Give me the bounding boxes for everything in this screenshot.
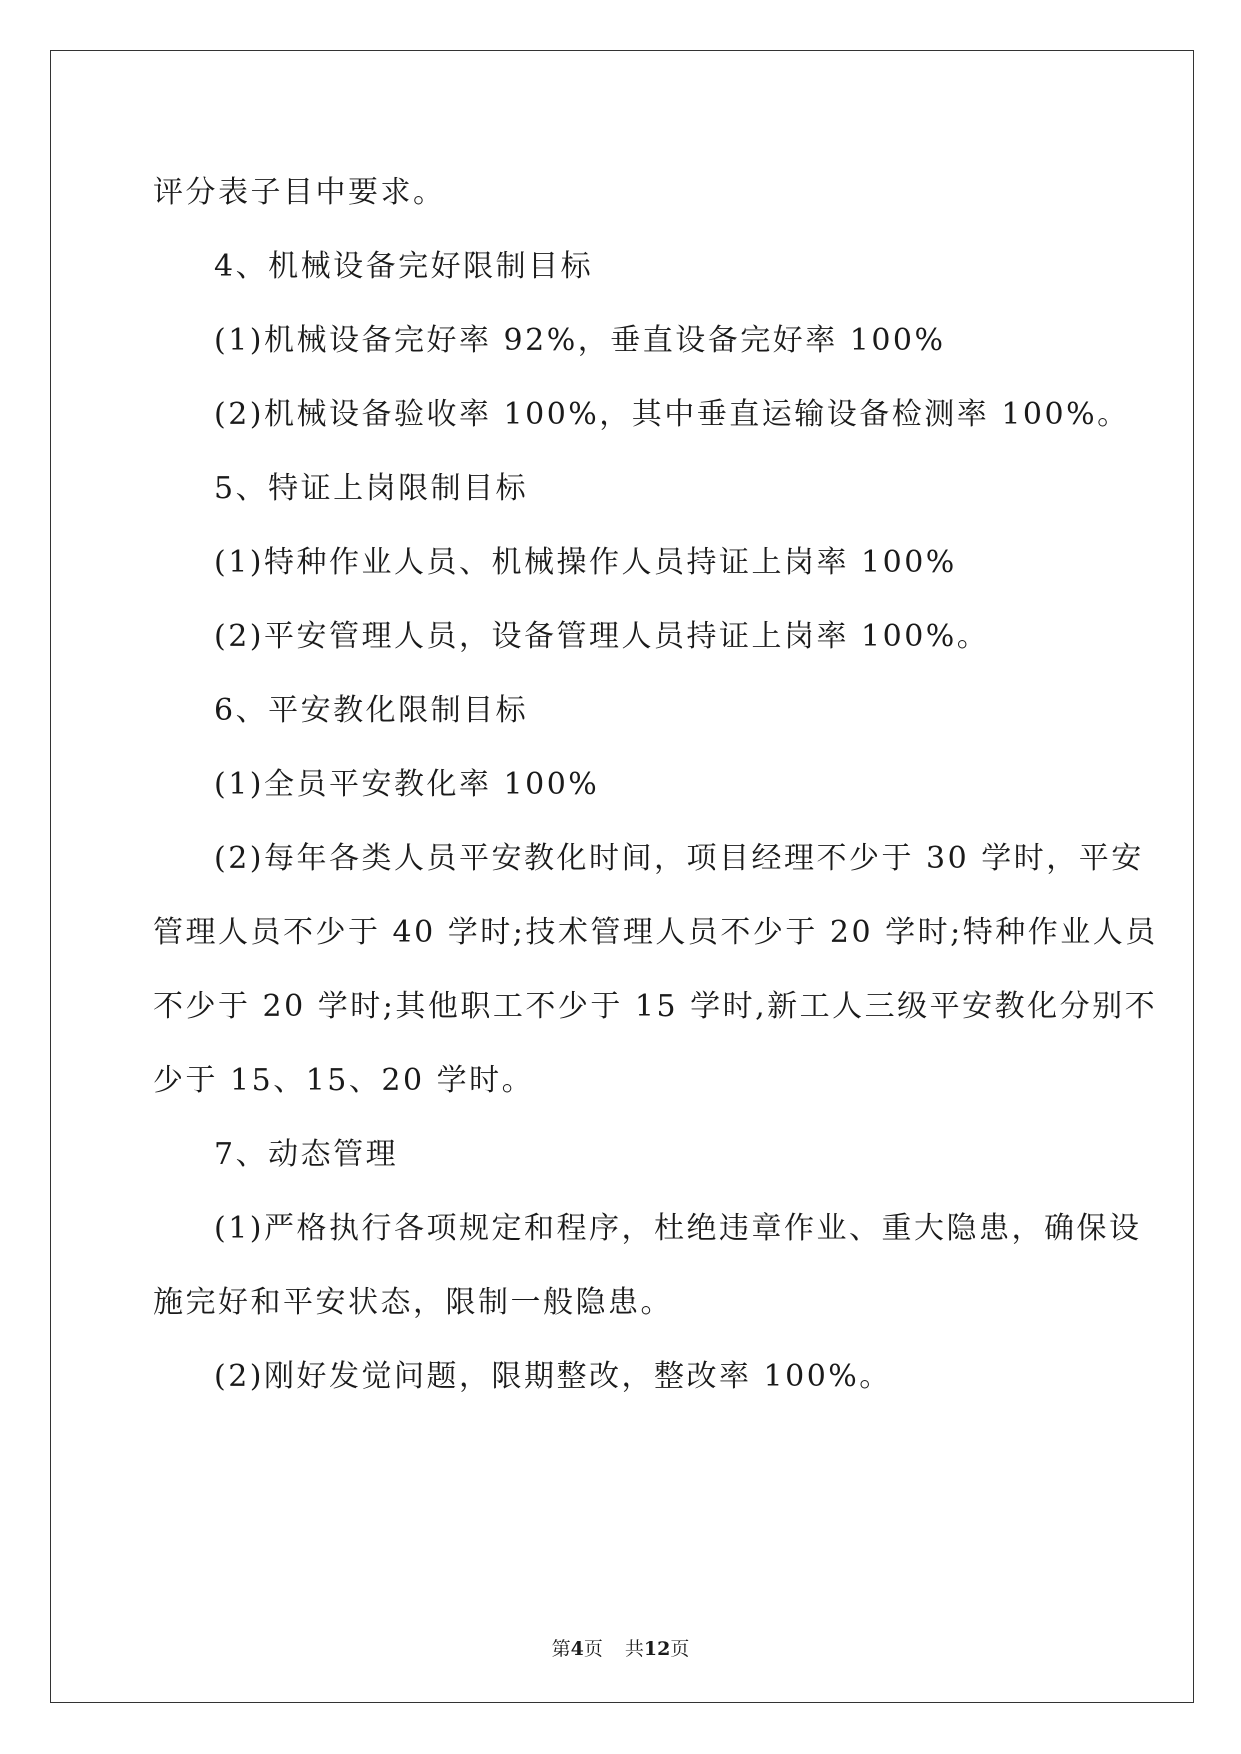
page-footer bbox=[0, 1634, 1241, 1661]
text-line: 少于 15、15、20 学时。 bbox=[153, 1063, 535, 1098]
current-page-number: 4 bbox=[570, 1638, 584, 1660]
total-prefix: 共 bbox=[624, 1638, 644, 1660]
text-line: (1)机械设备完好率 92%，垂直设备完好率 100% bbox=[214, 323, 946, 358]
text-line: (1)严格执行各项规定和程序，杜绝违章作业、重大隐患，确保设 bbox=[214, 1211, 1142, 1246]
text-line: 施完好和平安状态，限制一般隐患。 bbox=[153, 1285, 673, 1320]
text-line: (2)每年各类人员平安教化时间，项目经理不少于 30 学时，平安 bbox=[214, 841, 1144, 876]
text-line: 4、机械设备完好限制目标 bbox=[214, 249, 594, 284]
text-line: 管理人员不少于 40 学时;技术管理人员不少于 20 学时;特种作业人员 bbox=[153, 915, 1158, 950]
text-line: 评分表子目中要求。 bbox=[153, 175, 446, 210]
text-line: (1)全员平安教化率 100% bbox=[214, 767, 600, 802]
text-line: (1)特种作业人员、机械操作人员持证上岗率 100% bbox=[214, 545, 957, 580]
text-line: (2)平安管理人员，设备管理人员持证上岗率 100%。 bbox=[214, 619, 990, 654]
page-suffix: 页 bbox=[583, 1638, 603, 1660]
total-pages-number: 12 bbox=[643, 1638, 671, 1660]
text-line: 6、平安教化限制目标 bbox=[214, 693, 529, 728]
text-line: (2)机械设备验收率 100%，其中垂直运输设备检测率 100%。 bbox=[214, 397, 1130, 432]
total-suffix: 页 bbox=[670, 1638, 690, 1660]
text-line: 5、特证上岗限制目标 bbox=[214, 471, 529, 506]
document-body bbox=[153, 168, 1158, 1426]
text-line: 不少于 20 学时;其他职工不少于 15 学时,新工人三级平安教化分别不 bbox=[153, 989, 1158, 1024]
text-line: (2)刚好发觉问题，限期整改，整改率 100%。 bbox=[214, 1359, 892, 1394]
text-line: 7、动态管理 bbox=[214, 1137, 399, 1172]
page-prefix: 第 bbox=[551, 1638, 571, 1660]
